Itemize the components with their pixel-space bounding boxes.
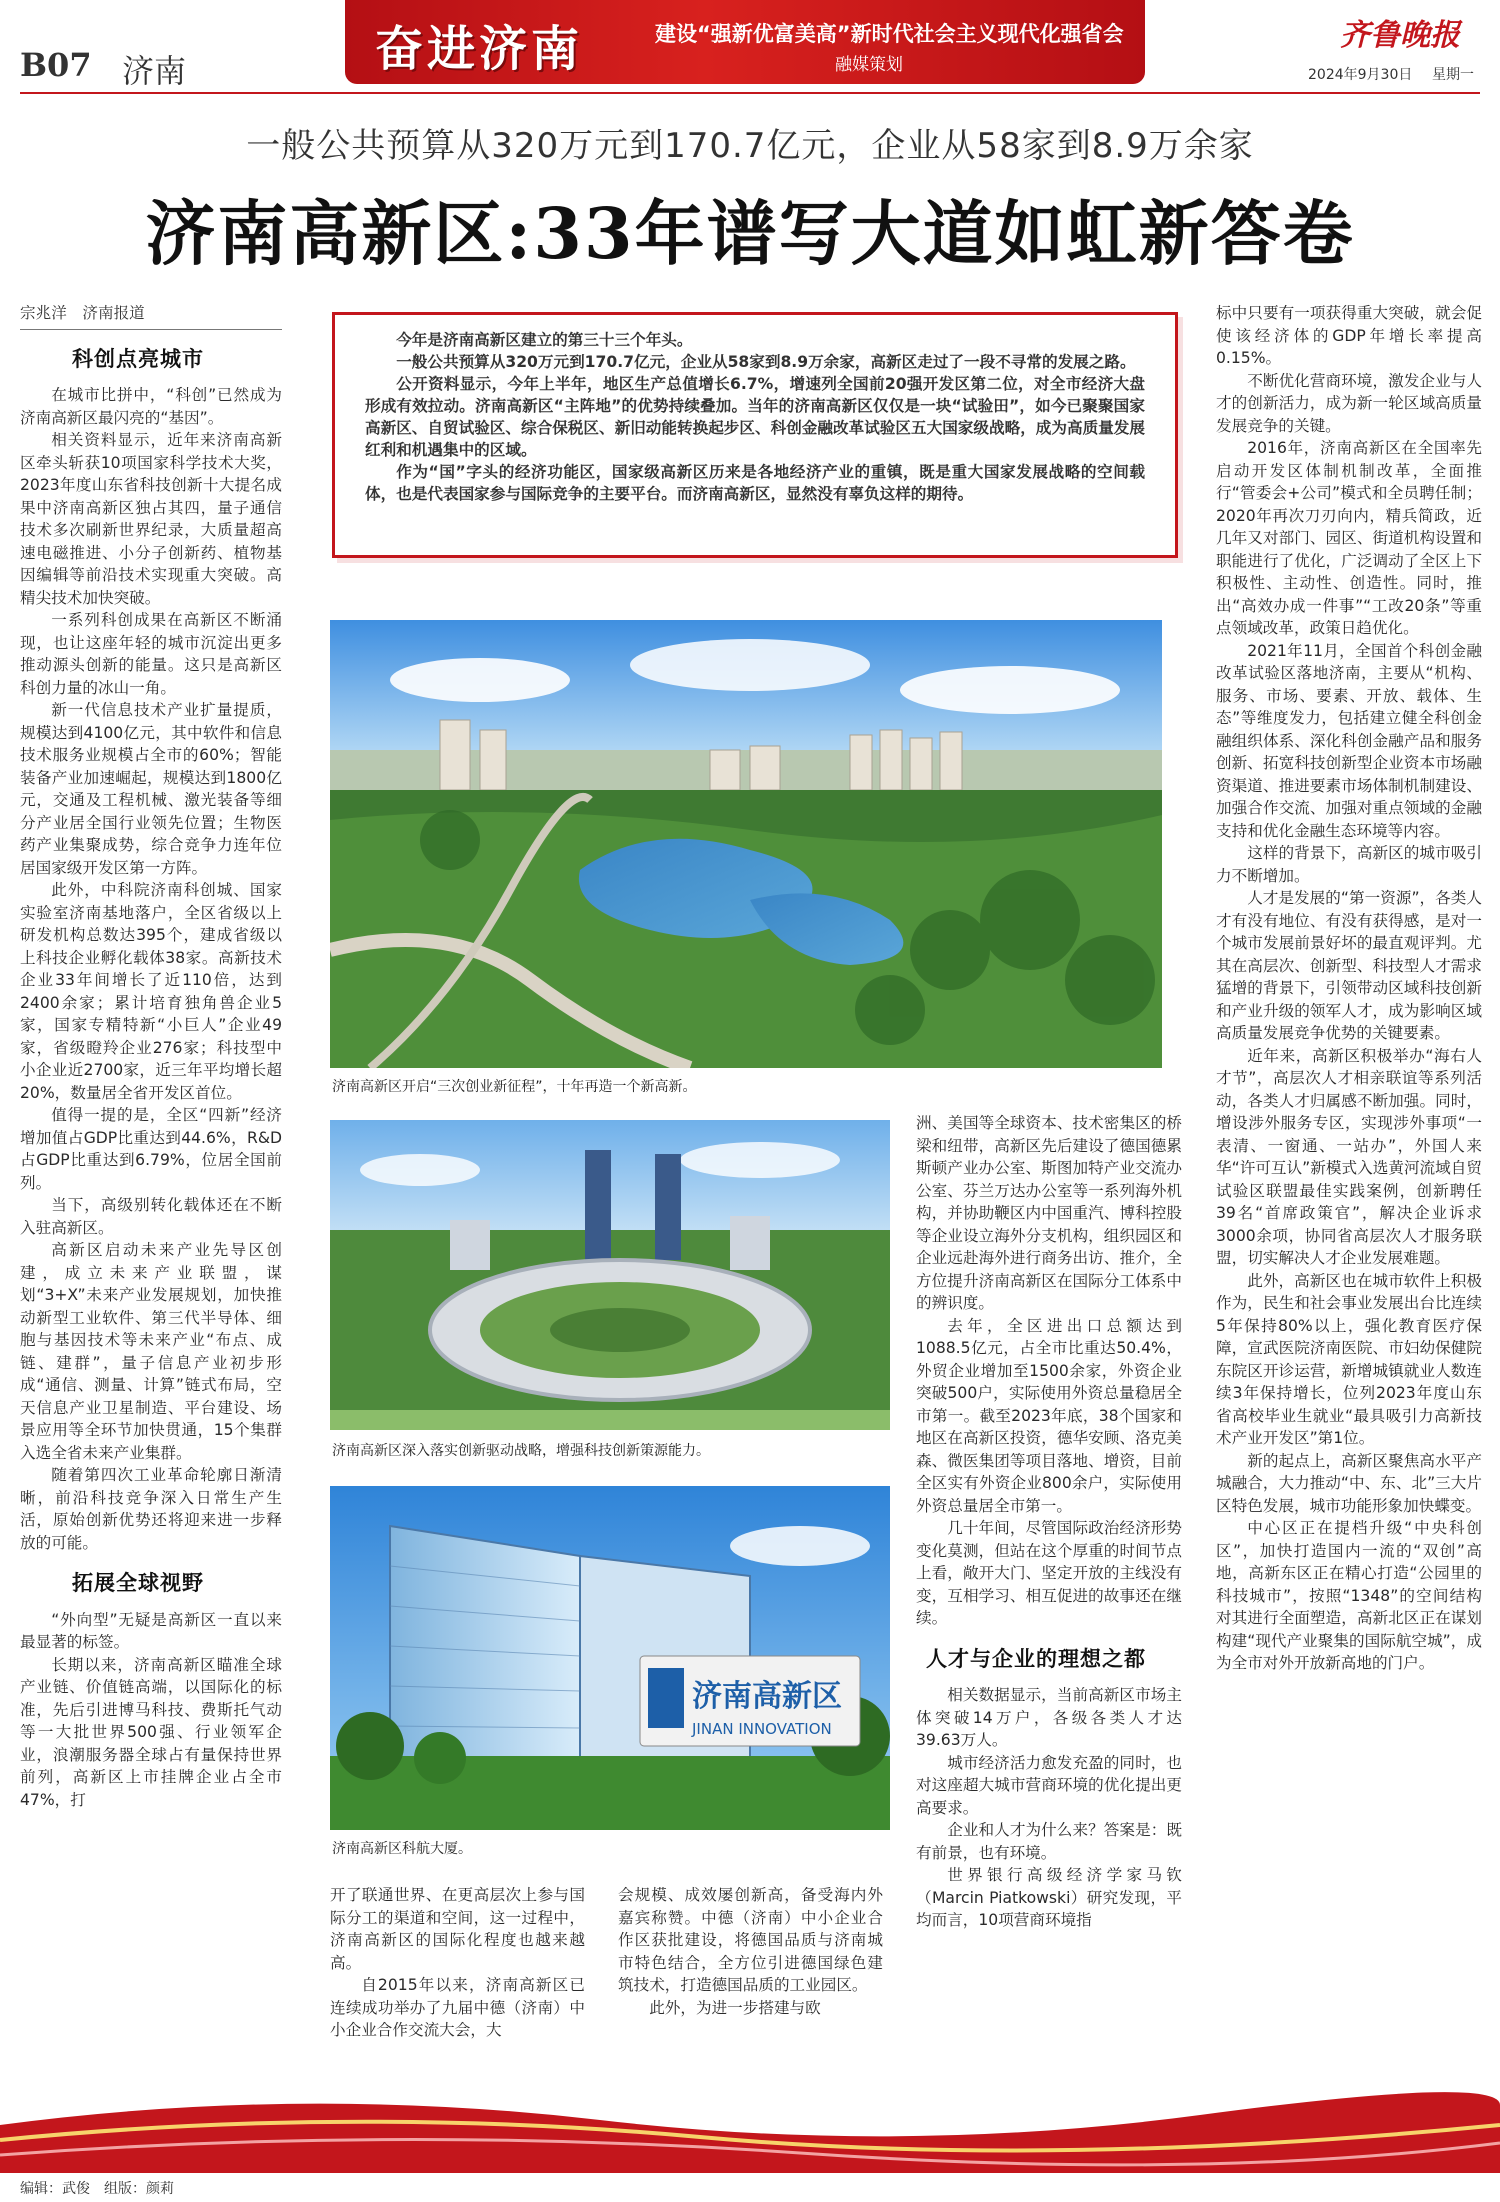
paragraph: 此外，高新区也在城市软件上积极作为，民生和社会事业发展出台比连续5年保持80%以上，强化教育医疗保障，宣武医院济南医院、市妇幼保健院东院区开诊运营，新增城镇就业人数连续3年保持增长，位列2023年度山东省高校毕业生就业“最具吸引力高新技术产业开发区”第1位。 [1216, 1271, 1482, 1447]
header-rule [20, 92, 1480, 94]
intro-paragraph: 作为“国”字头的经济功能区，国家级高新区历来是各地经济产业的重镇，既是重大国家发展战略的空间载体，也是代表国家参与国际竞争的主要平台。而济南高新区，显然没有辜负这样的期待。 [365, 463, 1145, 503]
paragraph: 去年，全区进出口总额达到1088.5亿元，占全市比重达50.4%，外贸企业增加至1500余家，外资企业突破500户，实际使用外资总量稳居全市第一。截至2023年底，38个国家和地区在高新区投资，德华安顾、洛克美森、微医集团等项目落地、增资，目前全区实有外资企业800余户，实际使用外资总量居全市第一。 [916, 1316, 1182, 1515]
page-number: B07 [20, 46, 92, 84]
paragraph: 企业和人才为什么来？答案是：既有前景，也有环境。 [916, 1821, 1182, 1862]
sign-chinese: 济南高新区 [692, 1679, 842, 1714]
photo-caption: 济南高新区深入落实创新驱动战略，增强科技创新策源能力。 [332, 1443, 710, 1459]
paragraph: 相关数据显示，当前高新区市场主体突破14万户，各级各类人才达39.63万人。 [916, 1686, 1182, 1749]
paragraph: 这样的背景下，高新区的城市吸引力不断增加。 [1216, 844, 1482, 885]
paragraph: 随着第四次工业革命轮廓日渐清晰，前沿科技竞争深入日常生产生活，原始创新优势还将迎来进一步释放的可能。 [20, 1466, 282, 1552]
footer-credits: 编辑：武俊 组版：颜莉 [20, 2181, 174, 2197]
paragraph: “外向型”无疑是高新区一直以来最显著的标签。 [20, 1610, 282, 1651]
paragraph: 几十年间，尽管国际政治经济形势变化莫测，但站在这个厚重的时间节点上看，敞开大门、坚定开放的主线没有变，互相学习、相互促进的故事还在继续。 [916, 1519, 1182, 1627]
paragraph: 人才是发展的“第一资源”，各类人才有没有地位、有没有获得感，是对一个城市发展前景好坏的最直观评判。尤其在高层次、创新型、科技型人才需求猛增的背景下，引领带动区域科技创新和产业升级的领军人才，成为影响区域高质量发展竞争优势的关键要素。 [1216, 889, 1482, 1042]
paragraph: 世界银行高级经济学家马钦（Marcin Piatkowski）研究发现，平均而言，10项营商环境指 [916, 1866, 1182, 1929]
paragraph: 会规模、成效屡创新高，备受海内外嘉宾称赞。中德（济南）中小企业合作区获批建设，将德国品质与济南城市特色结合，全方位引进德国绿色建筑技术，打造德国品质的工业园区。 [618, 1886, 883, 1994]
paragraph: 新的起点上，高新区聚焦高水平产城融合，大力推动“中、东、北”三大片区特色发展，城市功能形象加快蝶变。 [1216, 1451, 1482, 1515]
photo-kehang-tower [330, 1486, 890, 1830]
paragraph: 在城市比拼中，“科创”已然成为济南高新区最闪亮的“基因”。 [20, 386, 282, 427]
footer-wave [0, 2085, 1500, 2173]
paragraph: 中心区正在提档升级“中央科创区”，加快打造国内一流的“双创”高地，高新东区正在精心打造“公园里的科技城市”，按照“1348”的空间结构对其进行全面塑造，高新北区正在谋划构建“现代产业聚集的国际航空城”，成为全市对外开放新高地的门户。 [1216, 1519, 1482, 1672]
byline: 宗兆洋 济南报道 [20, 302, 282, 330]
sign-english: JINAN INNOVATION [692, 1720, 832, 1738]
paragraph: 开了联通世界、在更高层次上参与国际分工的渠道和空间，这一过程中，济南高新区的国际化程度也越来越高。 [330, 1886, 585, 1972]
photo-aerial-park [330, 620, 1162, 1068]
paragraph: 自2015年以来，济南高新区已连续成功举办了九届中德（济南）中小企业合作交流大会，大 [330, 1976, 585, 2039]
photo-ring-campus [330, 1120, 890, 1430]
photo-caption: 济南高新区开启“三次创业新征程”，十年再造一个新高新。 [332, 1079, 697, 1095]
issue-date: 2024年9月30日 [1308, 67, 1413, 83]
paragraph: 此外，为进一步搭建与欧 [649, 1998, 821, 2017]
paragraph: 近年来，高新区积极举办“海右人才节”，高层次人才相亲联谊等系列活动，各类人才归属感不断加强。同时，增设涉外服务专区，实现涉外事项“一表清、一窗通、一站办”，外国人来华“许可互认”新模式入选黄河流域自贸试验区联盟最佳实践案例，创新聘任39名“首席政策官”，解决企业诉求3000余项，协同省高层次人才服务联盟，切实解决人才企业发展难题。 [1216, 1046, 1482, 1267]
newspaper-logo: 齐鲁晚报 [1340, 18, 1460, 53]
issue-weekday: 星期一 [1432, 67, 1474, 83]
kehang-tower-illustration [330, 1486, 890, 1830]
paragraph: 一系列科创成果在高新区不断涌现，也让这座年轻的城市沉淀出更多推动源头创新的能量。这只是高新区科创力量的冰山一角。 [20, 611, 282, 697]
section-name: 济南 [122, 52, 187, 90]
section-heading: 科创点亮城市 [72, 345, 204, 371]
column-4 [916, 1112, 1182, 2072]
page-header [0, 0, 1500, 88]
banner-slogan: 建设“强新优富美高”新时代社会主义现代化强省会 [655, 22, 1124, 46]
intro-paragraph: 公开资料显示，今年上半年，地区生产总值增长6.7%，增速列全国前20强开发区第二位，对全市经济大盘形成有效拉动。济南高新区“主阵地”的优势持续叠加。当年的济南高新区仅仅是一块“试验田”，如今已聚聚国家高新区、自贸试验区、综合保税区、新旧动能转换起步区、科创金融改革试验区五大国家级战略，成为高质量发展红利和机遇集中的区域。 [365, 375, 1145, 459]
header-banner [345, 0, 1145, 84]
photo-caption: 济南高新区科航大厦。 [332, 1841, 472, 1857]
section-heading: 人才与企业的理想之都 [926, 1645, 1146, 1671]
paragraph: 相关资料显示，近年来济南高新区牵头斩获10项国家科学技术大奖，2023年度山东省科技创新十大提名成果中济南高新区独占其四，量子通信技术多次刷新世界纪录，大质量超高速电磁推进、小分子创新药、植物基因编辑等前沿技术实现重大突破。高精尖技术加快突破。 [20, 431, 282, 607]
paragraph: 2016年，济南高新区在全国率先启动开发区体制机制改革，全面推行“管委会+公司”模式和全员聘任制；2020年再次刀刃向内，精兵简政，近几年又对部门、园区、街道机构设置和职能进行了优化，广泛调动了全区上下积极性、主动性、创造性。同时，推出“高效办成一件事”“工改20条”等重点领域改革，政策日趋优化。 [1216, 439, 1482, 637]
paragraph: 城市经济活力愈发充盈的同时，也对这座超大城市营商环境的优化提出更高要求。 [916, 1753, 1182, 1817]
paragraph: 新一代信息技术产业扩量提质，规模达到4100亿元，其中软件和信息技术服务业规模占全市的60%；智能装备产业加速崛起，规模达到1800亿元，交通及工程机械、激光装备等细分产业居全国行业领先位置；生物医药产业集聚成势，综合竞争力连年位居国家级开发区第一方阵。 [20, 701, 282, 877]
column-3-bottom [618, 1884, 883, 2074]
paragraph: 2021年11月，全国首个科创金融改革试验区落地济南，主要从“机构、服务、市场、要素、开放、载体、生态”等维度发力，包括建立健全科创金融组织体系、深化科创金融产品和服务创新、拓宽科技创新型企业资本市场融资渠道、推进要素市场体制机制建设、加强合作交流、加强对重点领域的金融支持和优化金融生态环境等内容。 [1216, 641, 1482, 840]
aerial-park-illustration [330, 620, 1162, 1068]
red-ribbon-decoration [0, 2085, 1500, 2173]
paragraph: 值得一提的是，全区“四新”经济增加值占GDP比重达到44.6%，R&D占GDP比重达到6.79%，位居全国前列。 [20, 1106, 282, 1192]
headline-subtitle: 一般公共预算从320万元到170.7亿元，企业从58家到8.9万余家 [246, 126, 1254, 166]
paragraph: 当下，高级别转化载体还在不断入驻高新区。 [20, 1196, 282, 1237]
section-heading: 拓展全球视野 [72, 1570, 204, 1595]
paragraph: 洲、美国等全球资本、技术密集区的桥梁和纽带，高新区先后建设了德国德累斯顿产业办公室、斯图加特产业交流办公室、芬兰万达办公室等一系列海外机构，并协助鞭区内中国重汽、博科控股等企业设立海外分支机构，组织园区和企业远赴海外进行商务出访、推介，全方位提升济南高新区在国际分工体系中的辨识度。 [916, 1114, 1182, 1312]
ring-campus-illustration [330, 1120, 890, 1430]
banner-subslogan: 融媒策划 [835, 55, 903, 75]
column-1 [20, 302, 282, 2072]
intro-paragraph: 今年是济南高新区建立的第三十三个年头。 [396, 331, 693, 349]
paragraph: 不断优化营商环境，激发企业与人才的创新活力，成为新一轮区域高质量发展竞争的关键。 [1216, 371, 1482, 435]
intro-paragraph: 一般公共预算从320万元到170.7亿元，企业从58家到8.9万余家，高新区走过了一段不寻常的发展之路。 [396, 353, 1136, 371]
paragraph: 高新区启动未来产业先导区创建，成立未来产业联盟，谋划“3+X”未来产业发展规划，加快推动新型工业软件、第三代半导体、细胞与基因技术等未来产业“布点、成链、建群”，量子信息产业初步形成“通信、测量、计算”链式布局，空天信息产业卫星制造、平台建设、场景应用等全环节加快贯通，15个集群入选全省未来产业集群。 [20, 1241, 282, 1462]
intro-box [332, 312, 1178, 558]
column-5 [1216, 302, 1482, 2072]
banner-title: 奋进济南 [375, 21, 584, 77]
column-2-bottom [330, 1884, 585, 2074]
headline-title: 济南高新区:33年谱写大道如虹新答卷 [145, 192, 1355, 275]
paragraph: 标中只要有一项获得重大突破，就会促使该经济体的GDP年增长率提高0.15%。 [1216, 304, 1482, 367]
paragraph: 此外，中科院济南科创城、国家实验室济南基地落户，全区省级以上研发机构总数达395个，建成省级以上科技企业孵化载体38家。高新技术企业33年间增长了近110倍，达到2400余家；累计培育独角兽企业5家，国家专精特新“小巨人”企业49家，省级瞪羚企业276家；科技型中小企业近2700家，近三年平均增长超20%，数量居全省开发区首位。 [20, 881, 282, 1102]
paragraph: 长期以来，济南高新区瞄准全球产业链、价值链高端，以国际化的标准，先后引进博马科技、费斯托气动等一大批世界500强、行业领军企业，浪潮服务器全球占有量保持世界前列，高新区上市挂牌企业占全市47%，打 [20, 1655, 282, 1809]
